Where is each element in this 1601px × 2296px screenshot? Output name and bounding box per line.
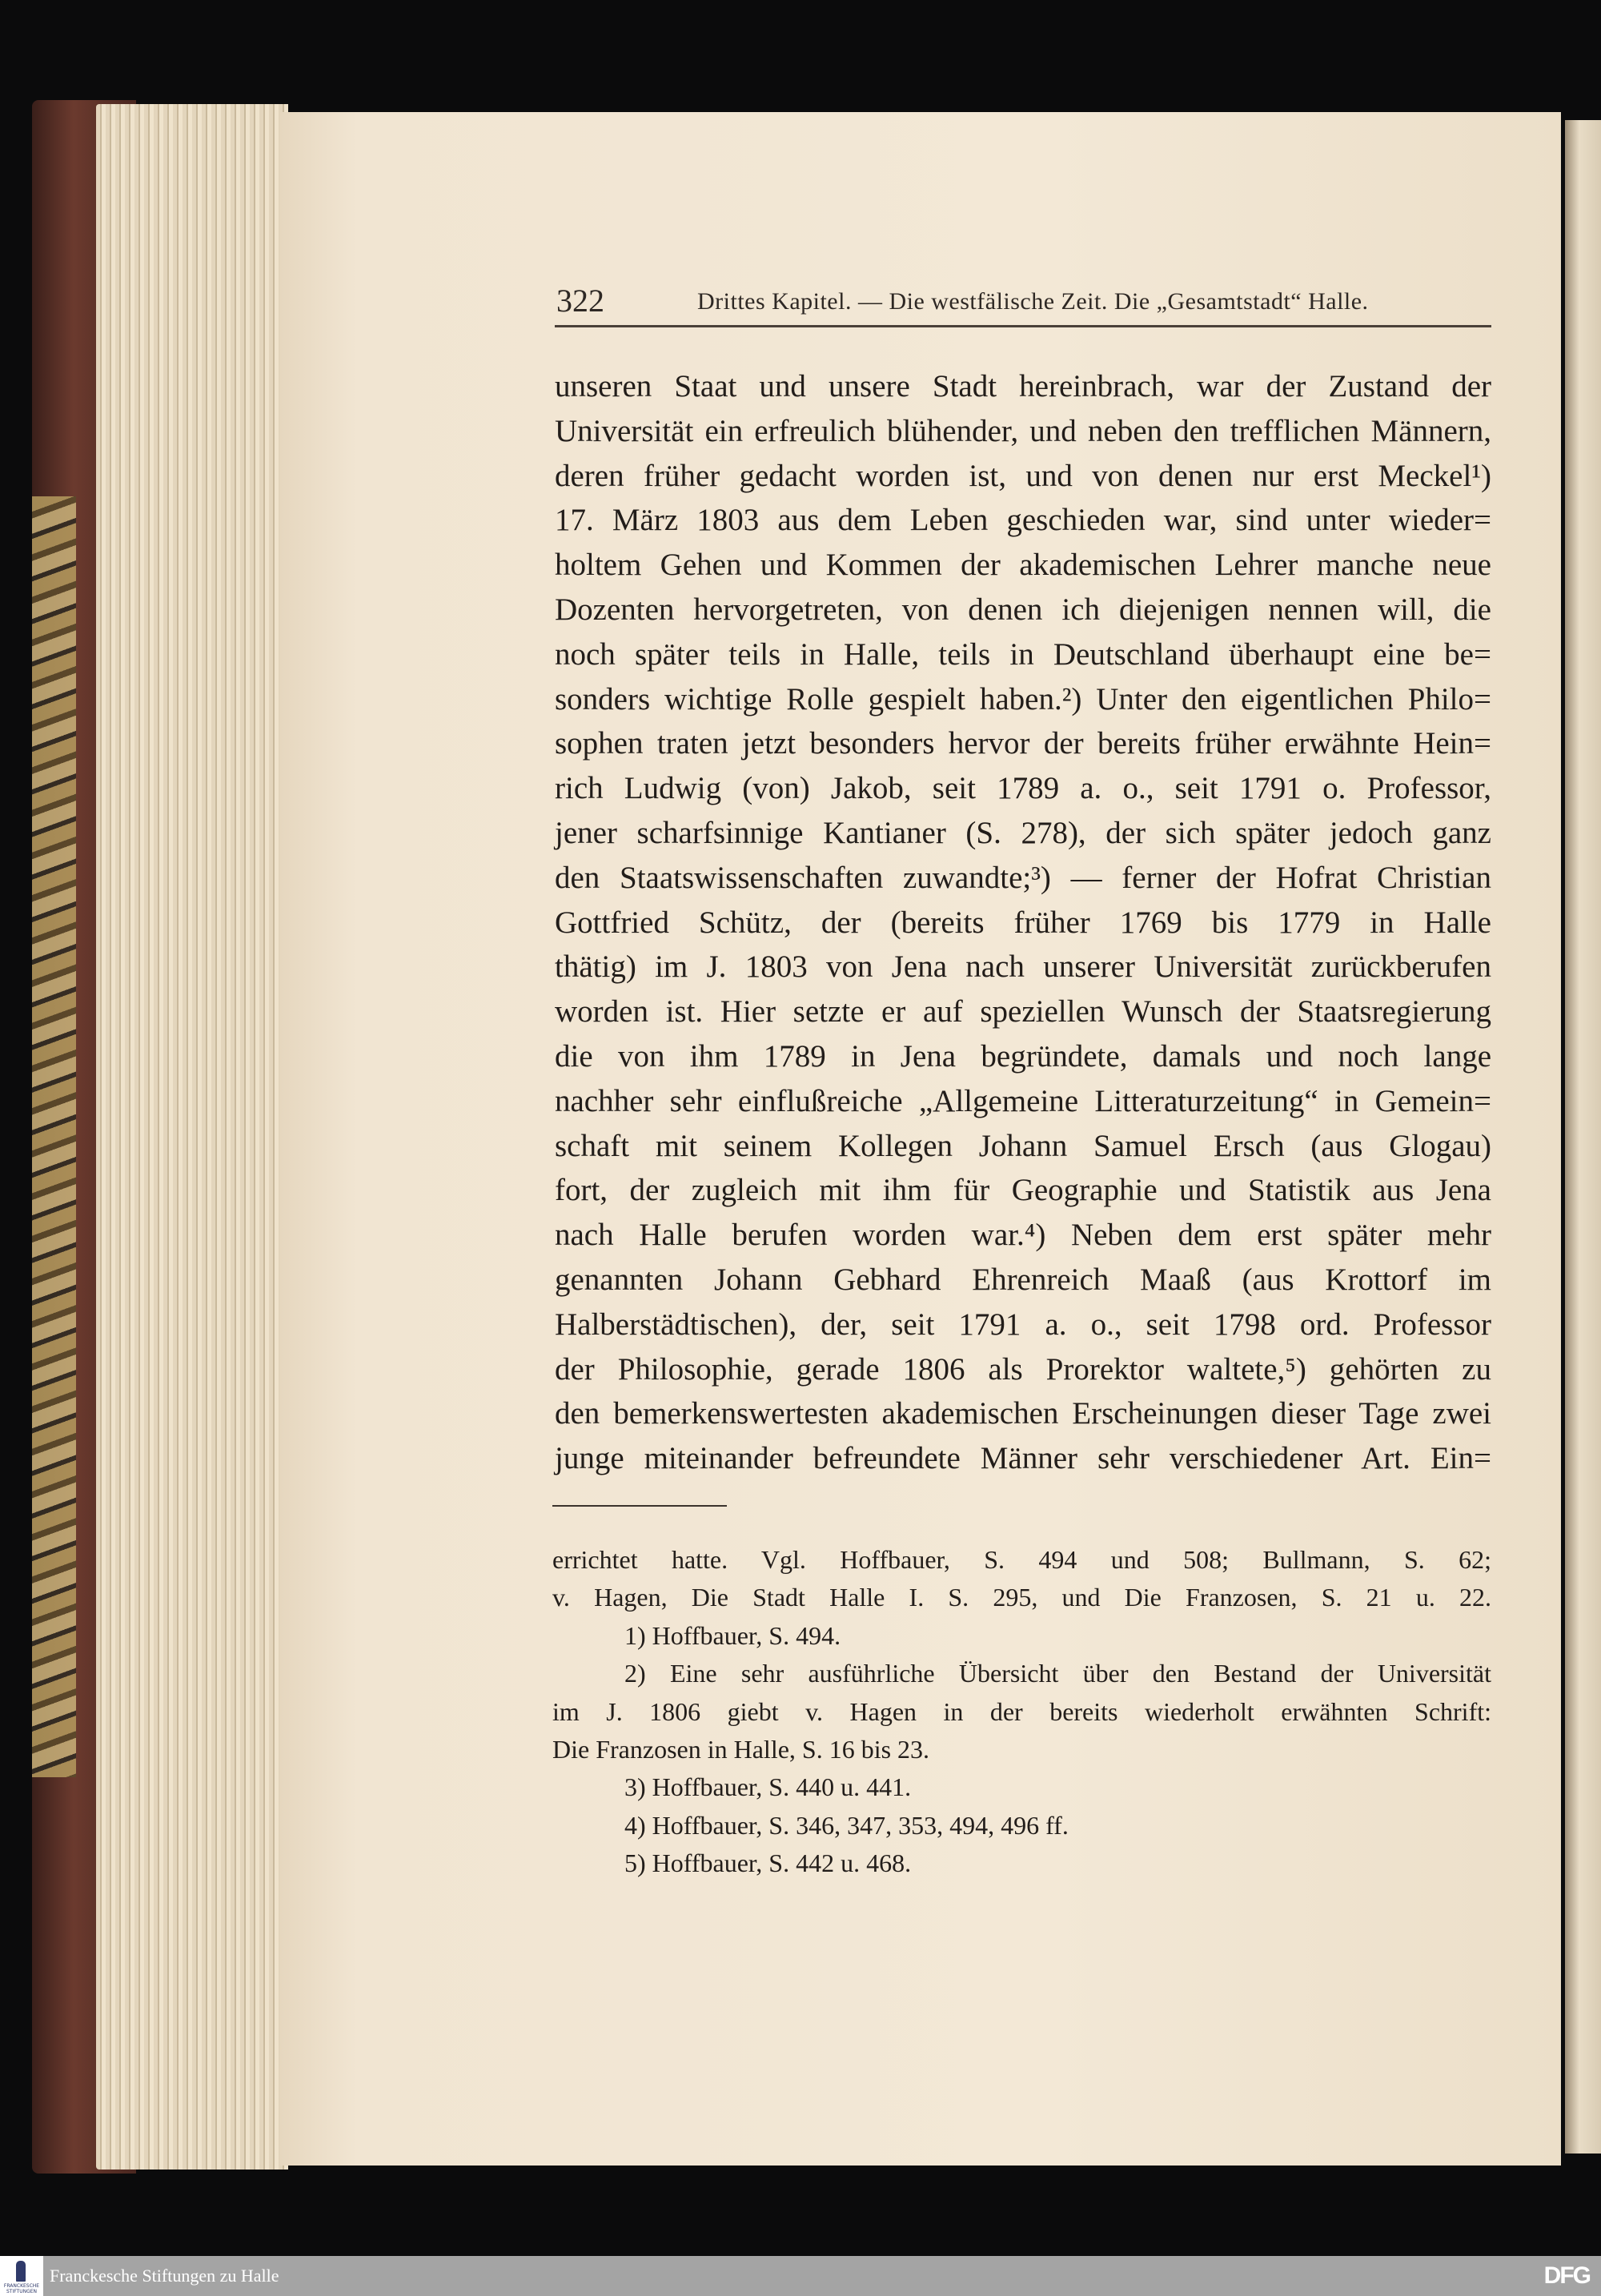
marbled-endpaper bbox=[32, 496, 76, 1777]
footnotes bbox=[552, 1541, 1491, 1883]
text-line: deren früher gedacht worden ist, und von denen nur erst Meckel¹) bbox=[555, 458, 1491, 493]
text-line: noch später teils in Halle, teils in Deutschland überhaupt eine be= bbox=[555, 636, 1491, 672]
text-line: worden ist. Hier setzte er auf speziellen Wunsch der Staatsregierung bbox=[555, 994, 1491, 1030]
footnote-rule bbox=[552, 1505, 727, 1507]
footnote-line: v. Hagen, Die Stadt Halle I. S. 295, und Die Franzosen, S. 21 u. 22. bbox=[552, 1583, 1491, 1612]
text-line: den Staatswissenschaften zuwandte;³) — ferner der Hofrat Christian bbox=[555, 860, 1491, 895]
text-line: 17. März 1803 aus dem Leben geschieden war, sind unter wieder= bbox=[555, 503, 1491, 538]
text-line: der Philosophie, gerade 1806 als Prorektor waltete,⁵) gehörten zu bbox=[555, 1351, 1491, 1387]
text-line: den bemerkenswertesten akademischen Erscheinungen dieser Tage zwei bbox=[555, 1396, 1491, 1431]
text-line: sonders wichtige Rolle gespielt haben.²) Unter den eigentlichen Philo= bbox=[555, 681, 1491, 716]
text-line: nach Halle berufen worden war.⁴) Neben dem erst später mehr bbox=[555, 1218, 1491, 1253]
text-line: Halberstädtischen), der, seit 1791 a. o., seit 1798 ord. Professor bbox=[555, 1307, 1491, 1342]
text-line: thätig) im J. 1803 von Jena nach unserer Universität zurückberufen bbox=[555, 949, 1491, 985]
text-line: Dozenten hervorgetreten, von denen ich diejenigen nennen will, die bbox=[555, 592, 1491, 627]
text-line: schaft mit seinem Kollegen Johann Samuel Ersch (aus Glogau) bbox=[555, 1128, 1491, 1163]
footnote-1: 1) Hoffbauer, S. 494. bbox=[624, 1620, 841, 1650]
text-line: sophen traten jetzt besonders hervor der bereits früher erwähnte Hein= bbox=[555, 726, 1491, 761]
facing-page-edge bbox=[1565, 120, 1601, 2154]
text-line: jener scharfsinnige Kantianer (S. 278), der sich später jedoch ganz bbox=[555, 815, 1491, 850]
text-line: holtem Gehen und Kommen der akademischen Lehrer manche neue bbox=[555, 548, 1491, 583]
page-stack bbox=[96, 104, 288, 2170]
footnote-line: Die Franzosen in Halle, S. 16 bis 23. bbox=[552, 1734, 930, 1764]
institution-logo bbox=[0, 2256, 43, 2296]
footnote-4: 4) Hoffbauer, S. 346, 347, 353, 494, 496 ff. bbox=[624, 1810, 1069, 1840]
logo-caption: FRANCKESCHE STIFTUNGEN bbox=[3, 2283, 40, 2294]
text-line: unseren Staat und unsere Stadt hereinbrach, war der Zustand der bbox=[555, 369, 1491, 403]
running-title: Drittes Kapitel. — Die westfälische Zeit. Die „Gesamtstadt“ Halle. bbox=[697, 288, 1369, 315]
text-line: Universität ein erfreulich blühender, und neben den trefflichen Männern, bbox=[555, 413, 1491, 448]
logo-figure-icon bbox=[16, 2261, 26, 2282]
footnote-line: errichtet hatte. Vgl. Hoffbauer, S. 494 und 508; Bullmann, S. 62; bbox=[552, 1545, 1491, 1574]
footer-bar bbox=[0, 2256, 1601, 2296]
page-number: 322 bbox=[556, 283, 604, 319]
text-line: fort, der zugleich mit ihm für Geographie und Statistik aus Jena bbox=[555, 1173, 1491, 1208]
running-header bbox=[555, 282, 1491, 327]
footnote-5: 5) Hoffbauer, S. 442 u. 468. bbox=[624, 1848, 912, 1878]
dfg-logo: DFG bbox=[1543, 2262, 1590, 2289]
text-line: nachher sehr einflußreiche „Allgemeine Litteraturzeitung“ in Gemein= bbox=[555, 1083, 1491, 1118]
text-line: rich Ludwig (von) Jakob, seit 1789 a. o., seit 1791 o. Professor, bbox=[555, 771, 1491, 806]
body-text bbox=[555, 364, 1491, 1481]
footnote-line: im J. 1806 giebt v. Hagen in der bereits wiederholt erwähnten Schrift: bbox=[552, 1696, 1491, 1726]
footnote-3: 3) Hoffbauer, S. 440 u. 441. bbox=[624, 1772, 912, 1802]
text-line: die von ihm 1789 in Jena begründete, damals und noch lange bbox=[555, 1038, 1491, 1074]
text-line: Gottfried Schütz, der (bereits früher 1769 bis 1779 in Halle bbox=[555, 905, 1491, 940]
institution-name: Franckesche Stiftungen zu Halle bbox=[50, 2266, 279, 2286]
footnote-2: 2) Eine sehr ausführliche Übersicht über den Bestand der Universität bbox=[624, 1659, 1491, 1688]
text-line: junge miteinander befreundete Männer sehr verschiedener Art. Ein= bbox=[555, 1441, 1491, 1476]
text-line: genannten Johann Gebhard Ehrenreich Maaß (aus Krottorf im bbox=[555, 1262, 1491, 1297]
